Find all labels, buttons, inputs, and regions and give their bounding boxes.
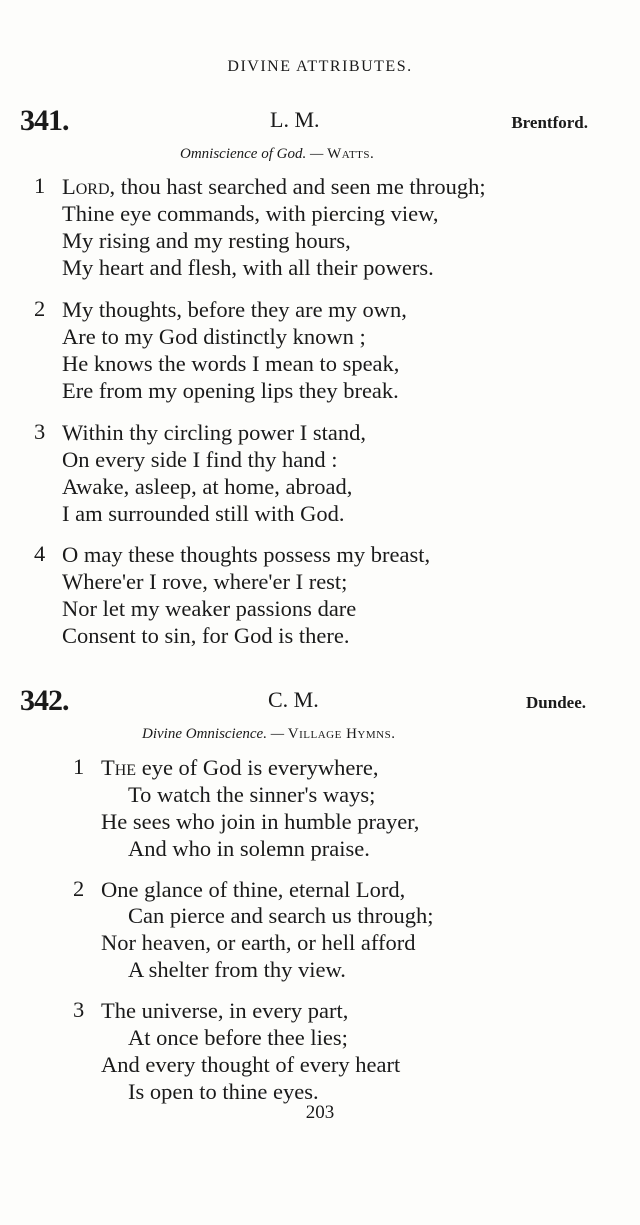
verse-number: 2 [73, 876, 85, 901]
hymn-number: 341. [20, 104, 69, 137]
verse-line: And who in solemn praise. [128, 836, 370, 861]
verse-line [101, 754, 378, 781]
verse-line: Can pierce and search us through; [128, 903, 434, 928]
verse-line: O may these thoughts possess my breast, [62, 542, 431, 567]
hymn-tune: Dundee. [526, 693, 586, 712]
hymn-number: 342. [20, 684, 69, 717]
verse-line: To watch the sinner's ways; [128, 782, 376, 807]
verse-number: 4 [34, 541, 46, 566]
verse-line: Consent to sin, for God is there. [62, 623, 350, 648]
verse-line: A shelter from thy view. [128, 957, 346, 982]
hymn-author: Village Hymns. [287, 726, 396, 742]
running-head: DIVINE ATTRIBUTES. [227, 58, 413, 75]
verse-line: Nor let my weaker passions dare [62, 596, 357, 621]
verse-line: And every thought of every heart [101, 1052, 401, 1077]
hymn-meter: L. M. [270, 107, 320, 132]
verse-line: I am surrounded still with God. [62, 501, 345, 526]
verse-line: Within thy circling power I stand, [62, 420, 367, 445]
verse-line: Are to my God distinctly known ; [62, 324, 366, 349]
verse-line: Ere from my opening lips they break. [62, 378, 399, 403]
verse-number: 2 [34, 296, 46, 321]
verse-number: 1 [73, 754, 85, 779]
verse-line: The universe, in every part, [101, 998, 349, 1023]
verse-first-word: Lord, [62, 174, 116, 199]
verse-line: Where'er I rove, where'er I rest; [62, 569, 348, 594]
verse-line: He sees who join in humble prayer, [101, 809, 420, 834]
verse-line: He knows the words I mean to speak, [62, 351, 400, 376]
verse-line: On every side I find thy hand : [62, 447, 338, 472]
hymn-title: Omniscience of God. [180, 146, 307, 162]
verse-line: Nor heaven, or earth, or hell afford [101, 930, 416, 955]
verse-line: My rising and my resting hours, [62, 228, 351, 253]
hymn-attribution [142, 726, 395, 743]
verse-number: 3 [34, 419, 46, 444]
page-number: 203 [305, 1102, 335, 1123]
verse-line: Is open to thine eyes. [128, 1079, 319, 1104]
verse-line: One glance of thine, eternal Lord, [101, 877, 406, 902]
verse-number: 3 [73, 997, 85, 1022]
verse-line: My heart and flesh, with all their powers. [62, 255, 434, 280]
verse-first-word: The [101, 755, 137, 780]
verse-line: Awake, asleep, at home, abroad, [62, 474, 353, 499]
verse-line [62, 173, 486, 200]
verse-number: 1 [34, 173, 46, 198]
hymn-title: Divine Omniscience. [142, 726, 267, 742]
attribution-dash: — [306, 146, 328, 162]
hymn-author: Watts. [327, 146, 375, 162]
verse-first-rest: eye of God is everywhere, [136, 755, 379, 780]
hymn-tune: Brentford. [511, 113, 588, 132]
verse-line: At once before thee lies; [128, 1025, 348, 1050]
verse-line: Thine eye commands, with piercing view, [62, 201, 439, 226]
verse-line: My thoughts, before they are my own, [62, 297, 407, 322]
verse-first-rest: thou hast searched and seen me through; [115, 174, 486, 199]
attribution-dash: — [266, 726, 288, 742]
hymn-attribution [180, 146, 374, 163]
hymn-meter: C. M. [268, 687, 319, 712]
